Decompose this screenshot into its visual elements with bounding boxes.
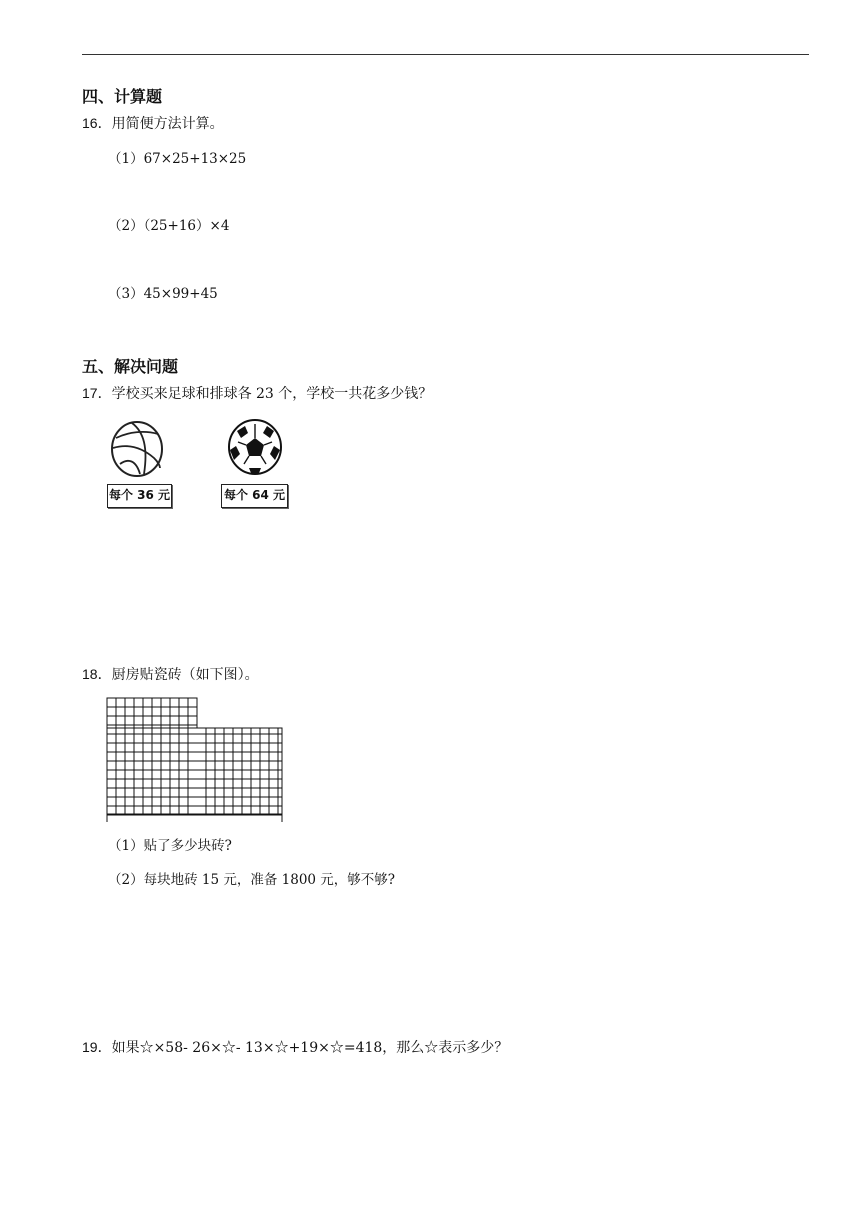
price-tag-soccer-ball: 每个 64 元 (221, 484, 288, 508)
question-17 (82, 383, 432, 403)
question-18 (82, 664, 259, 684)
q18-sub-1: （1）贴了多少块砖? (108, 838, 232, 854)
question-number: 18． (82, 666, 112, 682)
q16-item-1: （1）67×25+13×25 (108, 151, 247, 167)
question-number: 17． (82, 385, 112, 401)
question-19 (82, 1037, 508, 1057)
question-text: 用简便方法计算。 (111, 116, 224, 132)
question-number: 19． (82, 1039, 112, 1055)
q18-sub-2: （2）每块地砖 15 元，准备 1800 元，够不够? (108, 872, 396, 888)
tile-grid-figure (100, 692, 300, 822)
question-number: 16． (82, 115, 112, 131)
question-16 (82, 113, 224, 133)
q16-item-3: （3）45×99+45 (108, 286, 218, 302)
header-rule (82, 54, 809, 55)
q16-item-2: （2）（25+16）×4 (108, 218, 230, 234)
volleyball-icon (110, 418, 165, 478)
section-title-calculation: 四、计算题 (82, 87, 163, 106)
soccer-ball-icon (227, 418, 283, 476)
question-text: 如果☆×58- 26×☆- 13×☆+19×☆=418，那么☆表示多少？ (111, 1040, 509, 1056)
section-title-problem-solving: 五、解决问题 (82, 357, 179, 376)
question-text: 学校买来足球和排球各 23 个，学校一共花多少钱？ (111, 386, 433, 402)
price-tag-volleyball: 每个 36 元 (107, 484, 172, 508)
question-text: 厨房贴瓷砖（如下图）。 (111, 667, 259, 683)
